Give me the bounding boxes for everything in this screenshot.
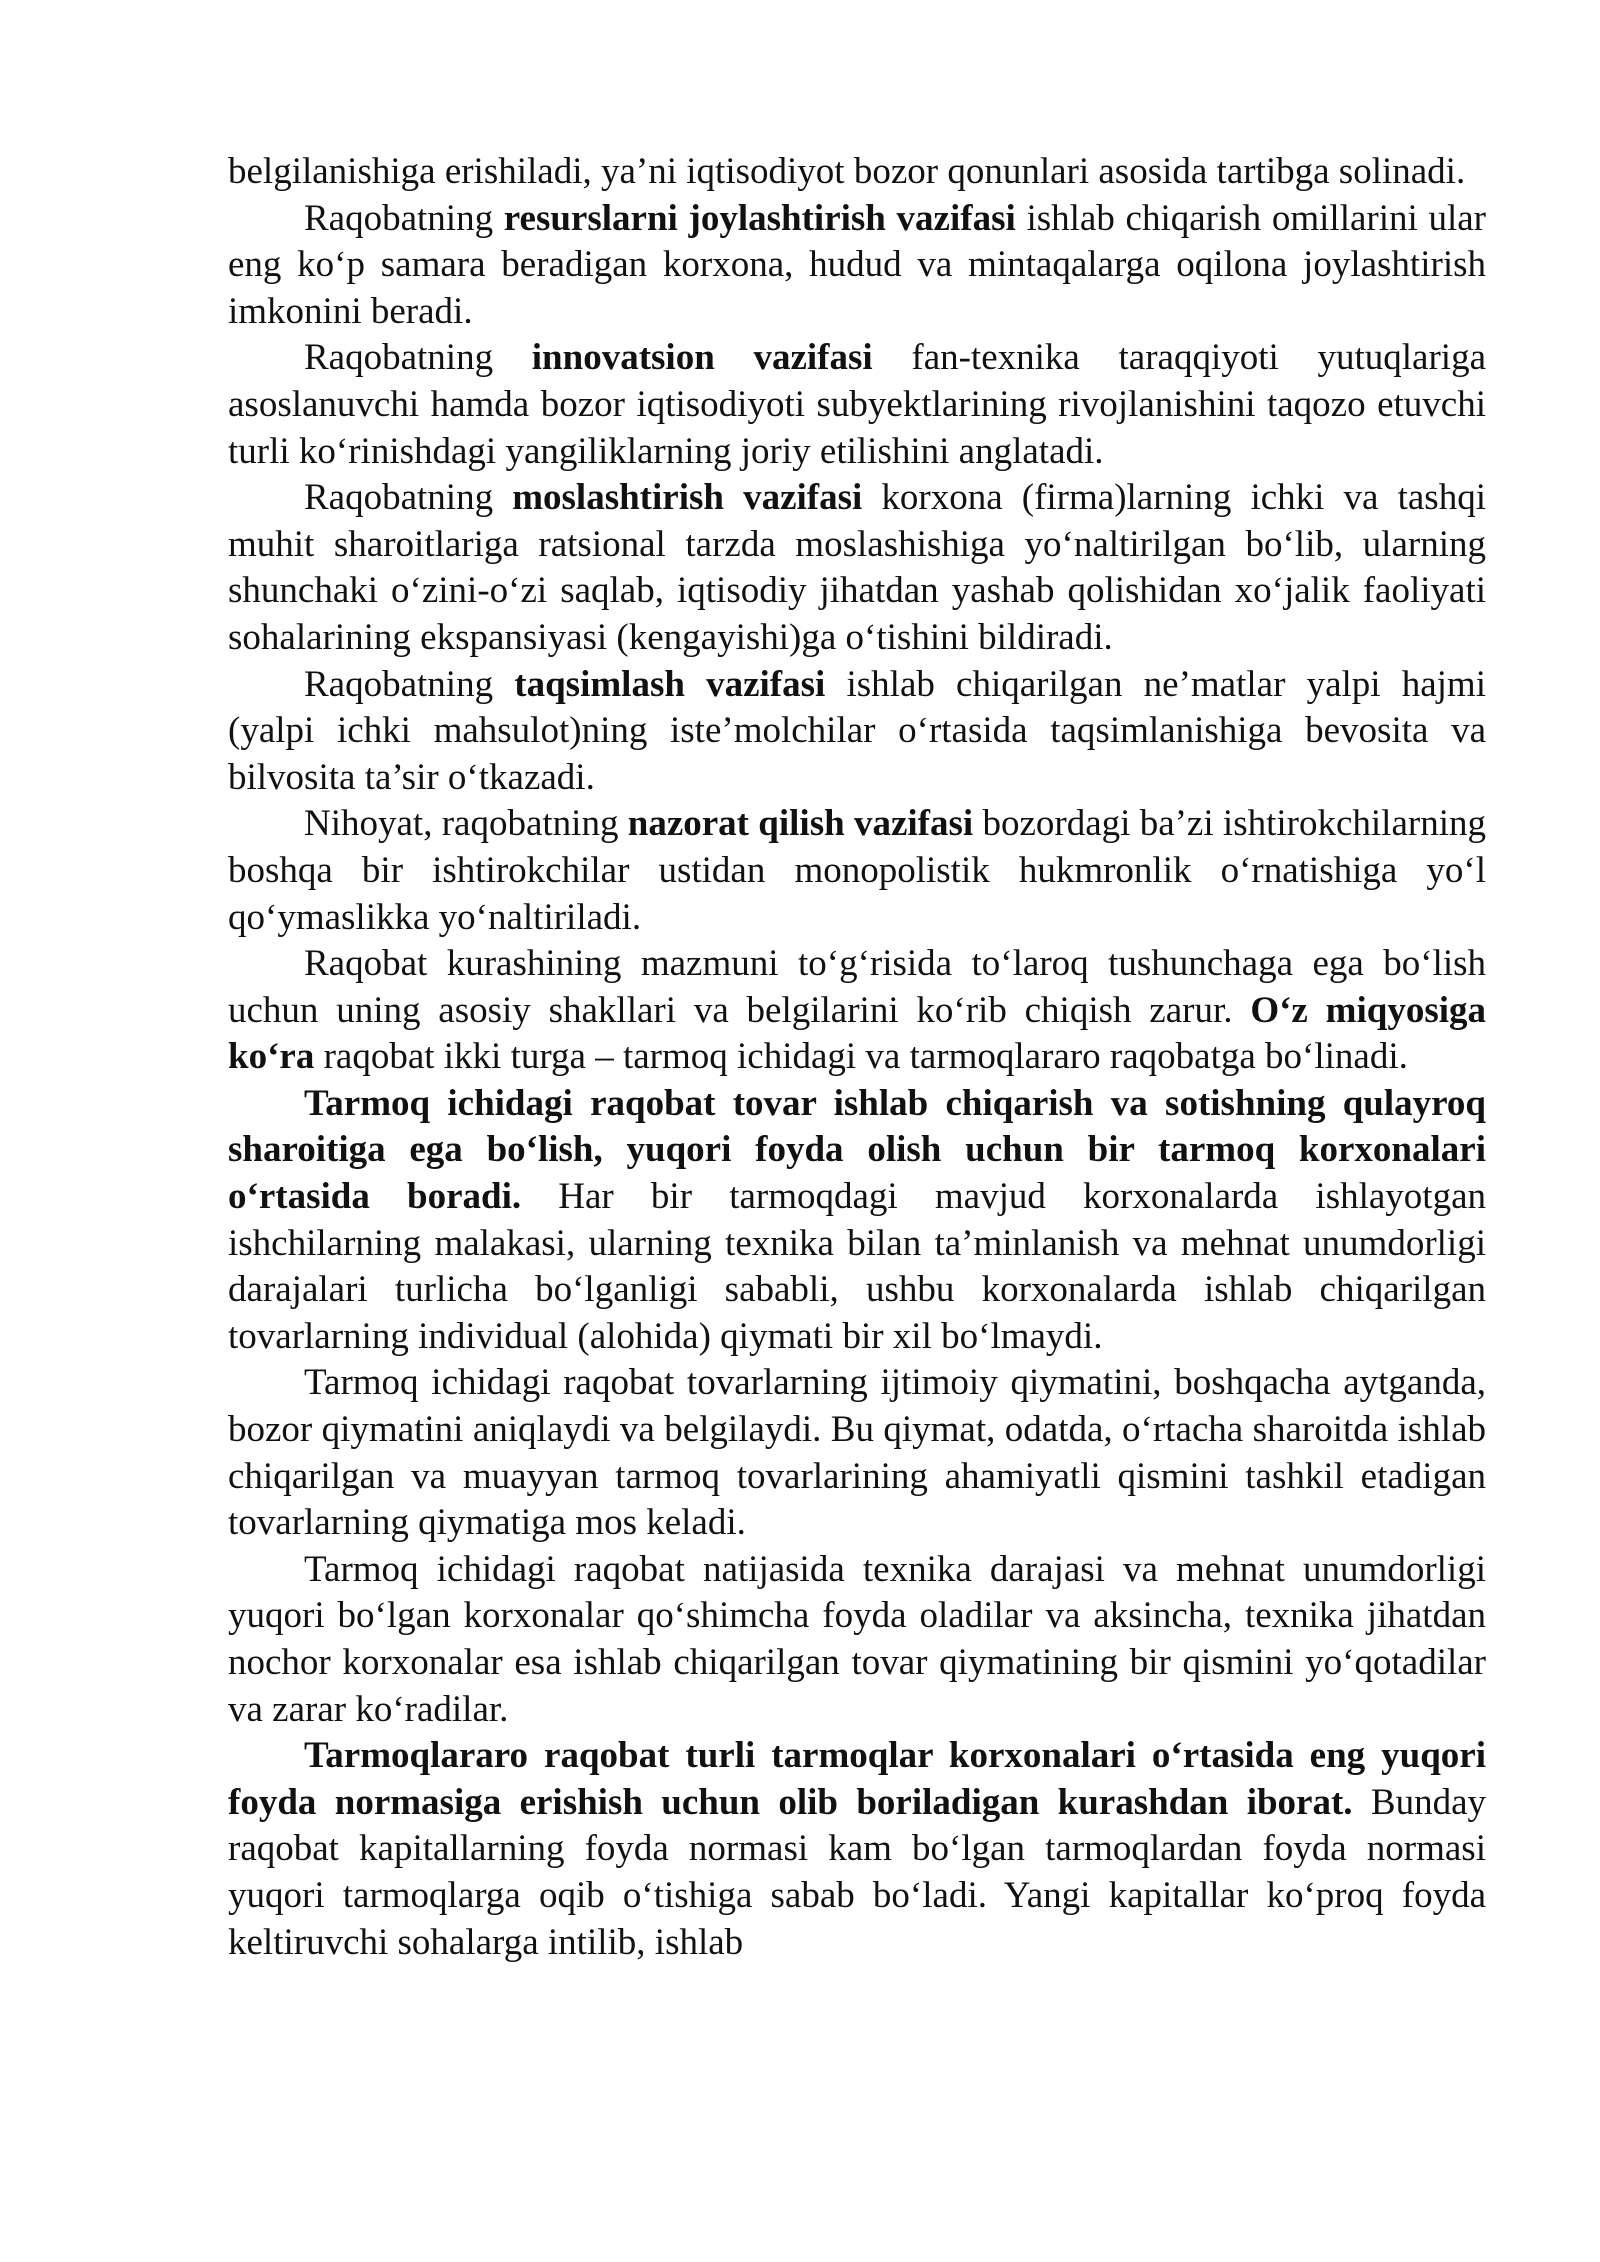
paragraph-4-text-b: korxona (firma)larning ichki va tashqi muhit sharoitlariga ratsional tarzda moslashishiga yo‘naltirilgan bo‘lib, ularning shunchaki o‘zini-o‘zi saqlab, iqtisodiy jihatdan yashab qolishidan xo‘jalik faoliyati sohalarining ekspansiyasi (kengayishi)ga o‘tishini bildiradi. — [228, 477, 1486, 658]
paragraph-10 — [228, 1547, 1486, 1733]
paragraph-7-text-a: Raqobat kurashining mazmuni to‘g‘risida to‘laroq tushunchaga ega bo‘lish uchun uning asosiy shakllari va belgilarini ko‘rib chiqish zarur. — [228, 943, 1486, 1031]
paragraph-3-text-b: fan-texnika taraqqiyoti yutuqlariga asoslanuvchi hamda bozor iqtisodiyoti subyektlarining rivojlanishini taqozo etuvchi turli ko‘rinishdagi yangiliklarning joriy etilishini anglatadi. — [228, 337, 1487, 472]
paragraph-8 — [228, 1081, 1486, 1361]
paragraph-4-bold-term: moslashtirish vazifasi — [512, 477, 863, 519]
paragraph-7-bold-term: O‘z miqyosiga ko‘ra — [228, 989, 1486, 1078]
paragraph-8-text: Har bir tarmoqdagi mavjud korxonalarda ishlayotgan ishchilarning malakasi, ularning texnika bilan ta’minlanish va mehnat unumdorligi darajalari turlicha bo‘lganligi sababli, ushbu korxonalarda ishlab chiqarilgan tovarlarning individual (alohida) qiymati bir xil bo‘lmaydi. — [228, 1176, 1486, 1357]
paragraph-6-bold-term: nazorat qilish vazifasi — [627, 803, 974, 845]
paragraph-8-bold-definition: Tarmoq ichidagi raqobat tovar ishlab chiqarish va sotishning qulayroq sharoitiga ega bo‘lish, yuqori foyda olish uchun bir tarmoq korxonalari o‘rtasida boradi. — [228, 1082, 1486, 1218]
paragraph-6 — [228, 801, 1486, 941]
paragraph-1 — [228, 149, 1486, 196]
paragraph-9 — [228, 1360, 1486, 1546]
paragraph-5 — [228, 662, 1486, 802]
paragraph-3-bold-term: innovatsion vazifasi — [531, 337, 873, 379]
paragraph-7-text-b: raqobat ikki turga – tarmoq ichidagi va tarmoqlararo raqobatga bo‘linadi. — [314, 1036, 1408, 1078]
paragraph-10-text: Tarmoq ichidagi raqobat natijasida texnika darajasi va mehnat unumdorligi yuqori bo‘lgan korxonalar qo‘shimcha foyda oladilar va aksincha, texnika jihatdan nochor korxonalar esa ishlab chiqarilgan tovar qiymatining bir qismini yo‘qotadilar va zarar ko‘radilar. — [228, 1548, 1486, 1730]
paragraph-3 — [228, 335, 1486, 475]
document-page — [228, 149, 1486, 1966]
paragraph-9-text: Tarmoq ichidagi raqobat tovarlarning ijtimoiy qiymatini, boshqacha aytganda, bozor qiymatini aniqlaydi va belgilaydi. Bu qiymat, odatda, o‘rtacha sharoitda ishlab chiqarilgan va muayyan tarmoq tovarlarining ahamiyatli qismini tashkil etadigan tovarlarning qiymatiga mos keladi. — [228, 1362, 1486, 1544]
paragraph-5-text-b: ishlab chiqarilgan ne’matlar yalpi hajmi (yalpi ichki mahsulot)ning iste’molchilar o‘rtasida taqsimlanishiga bevosita va bilvosita ta’sir o‘tkazadi. — [228, 663, 1486, 798]
paragraph-1-text: belgilanishiga erishiladi, ya’ni iqtisodiyot bozor qonunlari asosida tartibga solinadi. — [228, 151, 1466, 192]
paragraph-3-text-a: Raqobatning — [304, 337, 532, 379]
paragraph-5-bold-term: taqsimlash vazifasi — [514, 663, 826, 705]
paragraph-2-text-a: Raqobatning — [304, 197, 504, 239]
paragraph-6-text-b: bozordagi ba’zi ishtirokchilarning boshqa bir ishtirokchilar ustidan monopolistik hukmronlik o‘rnatishiga yo‘l qo‘ymaslikka yo‘naltiriladi. — [228, 803, 1486, 938]
paragraph-11 — [228, 1733, 1486, 1966]
paragraph-7 — [228, 941, 1486, 1081]
paragraph-11-bold-definition: Tarmoqlararo raqobat turli tarmoqlar korxonalari o‘rtasida eng yuqori foyda normasiga erishish uchun olib boriladigan kurashdan iborat. — [228, 1735, 1486, 1823]
paragraph-11-text: Bunday raqobat kapitallarning foyda normasi kam bo‘lgan tarmoqlardan foyda normasi yuqori tarmoqlarga oqib o‘tishiga sabab bo‘ladi. Yangi kapitallar ko‘proq foyda keltiruvchi sohalarga intilib, ishlab — [228, 1781, 1486, 1963]
paragraph-4-text-a: Raqobatning — [304, 477, 513, 519]
paragraph-5-text-a: Raqobatning — [304, 663, 515, 705]
paragraph-2 — [228, 196, 1486, 336]
paragraph-2-text-b: ishlab chiqarish omillarini ular eng ko‘p samara beradigan korxona, hudud va mintaqalarga oqilona joylashtirish imkonini beradi. — [228, 197, 1486, 332]
paragraph-6-text-a: Nihoyat, raqobatning — [304, 803, 628, 845]
paragraph-2-bold-term: resurslarni joylashtirish vazifasi — [503, 197, 1016, 239]
paragraph-4 — [228, 475, 1486, 661]
